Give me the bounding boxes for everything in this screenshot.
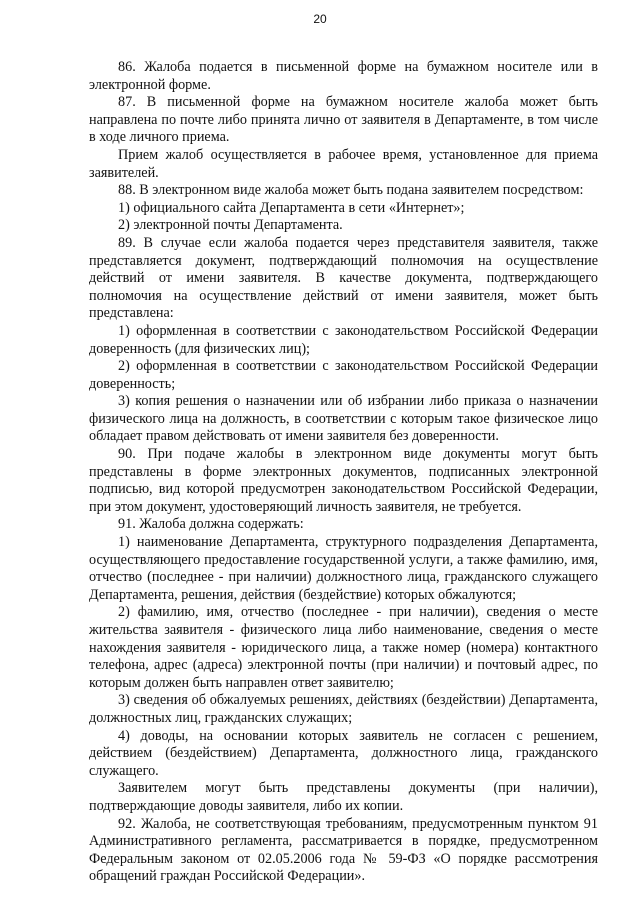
list-item-89-3: 3) копия решения о назначении или об избрании либо приказа о назначении физического лица на должность, в соответствии с которым такое физическое лицо обладает правом действовать от имени заявителя без доверенности. [89,393,598,445]
list-item-91-2: 2) фамилию, имя, отчество (последнее - при наличии), сведения о месте жительства заявителя - физического лица либо наименование, сведения о месте нахождения заявителя - юридического лица, а также номер (номера) контактного телефона, адрес (адреса) электронной почты (при наличии) и почтовый адрес, по которым должен быть направлен ответ заявителю; [89,604,598,691]
list-item-89-1: 1) оформленная в соответствии с законодательством Российской Федерации доверенность (для физических лиц); [89,322,598,357]
paragraph-86: 86. Жалоба подается в письменной форме на бумажном носителе или в электронной форме. [89,59,598,93]
list-item-89-2: 2) оформленная в соответствии с законодательством Российской Федерации доверенность; [89,358,598,392]
paragraph-89: 89. В случае если жалоба подается через представителя заявителя, также представляется документ, подтверждающий полномочия на осуществление действий от имени заявителя. В качестве документа, подтверждающего полномочия на осуществление действий от имени заявителя, может быть представлена: [89,234,598,322]
paragraph-87: 87. В письменной форме на бумажном носителе жалоба может быть направлена по почте либо принята лично от заявителя в Департаменте, в том числе в ходе личного приема. [89,94,598,146]
document-body [89,59,598,886]
paragraph-supporting-documents: Заявителем могут быть представлены документы (при наличии), подтверждающие доводы заявителя, либо их копии. [89,780,598,814]
paragraph-88: 88. В электронном виде жалоба может быть подана заявителем посредством: [118,182,584,199]
list-item-91-3: 3) сведения об обжалуемых решениях, действиях (бездействии) Департамента, должностных лиц, гражданских служащих; [89,692,598,726]
paragraph-92: 92. Жалоба, не соответствующая требованиям, предусмотренным пунктом 91 Административного регламента, рассматривается в порядке, предусмотренном Федеральным законом от 02.05.2006 года № 59-ФЗ «О порядке рассмотрения обращений граждан Российской Федерации». [89,815,598,885]
list-item-91-4: 4) доводы, на основании которых заявитель не согласен с решением, действием (бездействием) Департамента, должностного лица, гражданского служащего. [89,727,598,779]
list-item-88-1: 1) официального сайта Департамента в сети «Интернет»; [118,199,465,216]
paragraph-91: 91. Жалоба должна содержать: [118,516,304,533]
paragraph-90: 90. При подаче жалобы в электронном виде документы могут быть представлены в форме электронных документов, подписанных электронной подписью, вид которой предусмотрен законодательством Российской Федерации, при этом документ, удостоверяющий личность заявителя, не требуется. [89,446,598,515]
list-item-91-1: 1) наименование Департамента, структурного подразделения Департамента, осуществляющего предоставление государственной услуги, а также фамилию, имя, отчество (последнее - при наличии) должностного лица, гражданского служащего Департамента, решения, действия (бездействие) которых обжалуются; [89,534,598,603]
page-number: 20 [313,12,327,26]
paragraph-reception-time: Прием жалоб осуществляется в рабочее время, установленное для приема заявителей. [89,146,598,181]
list-item-88-2: 2) электронной почты Департамента. [118,217,343,234]
